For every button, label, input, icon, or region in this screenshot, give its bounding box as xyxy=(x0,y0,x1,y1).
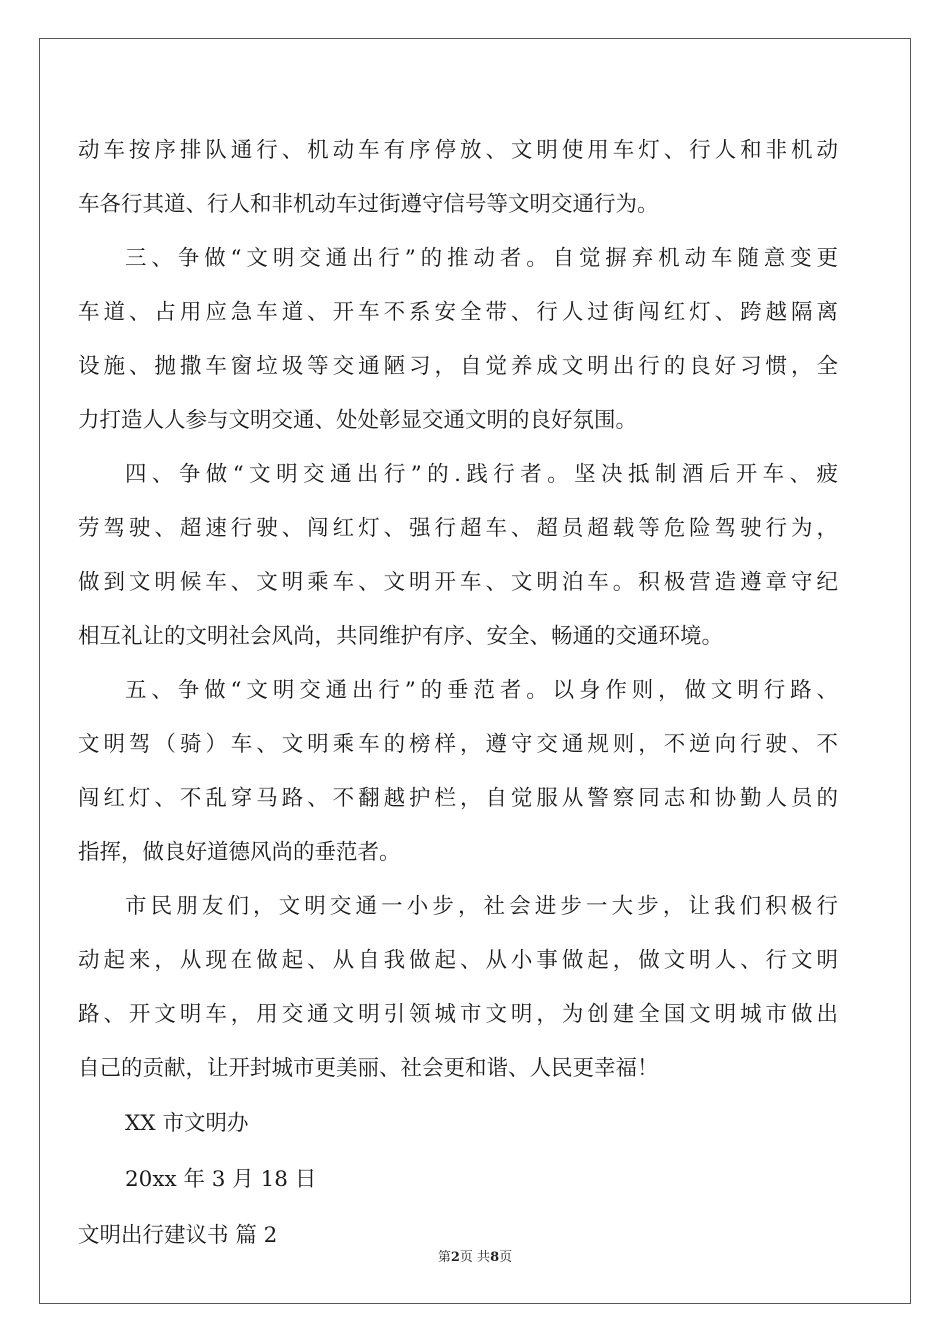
footer-page-current: 2 xyxy=(450,1250,460,1265)
paragraph-line: 相互礼让的文明社会风尚，共同维护有序、安全、畅通的交通环境。 xyxy=(78,624,724,649)
paragraph-line: 动起来，从现在做起、从自我做起、从小事做起，做文明人、行文明 xyxy=(78,948,838,973)
paragraph-line: 指挥，做良好道德风尚的垂范者。 xyxy=(78,840,401,865)
paragraph-line: 文明驾（骑）车、文明乘车的榜样，遵守交通规则，不逆向行驶、不 xyxy=(78,732,838,757)
paragraph-line: 四、争做“文明交通出行”的.践行者。坚决抵制酒后开车、疲 xyxy=(125,462,838,487)
signature-organization: XX 市文明办 xyxy=(125,1111,249,1136)
paragraph xyxy=(78,232,838,448)
signature-date: 20xx 年 3 月 18 日 xyxy=(125,1167,317,1192)
next-section-heading: 文明出行建议书 篇 2 xyxy=(78,1223,278,1248)
paragraph-line: 五、争做“文明交通出行”的垂范者。以身作则，做文明行路、 xyxy=(125,678,838,703)
footer-page-suffix: 页 xyxy=(499,1250,513,1265)
paragraph-line: 路、开文明车，用交通文明引领城市文明，为创建全国文明城市做出 xyxy=(78,1002,838,1027)
paragraph xyxy=(78,124,838,232)
page-footer xyxy=(0,1246,950,1265)
paragraph-line: 车道、占用应急车道、开车不系安全带、行人过街闯红灯、跨越隔离 xyxy=(78,300,838,325)
paragraph-line: 自己的贡献，让开封城市更美丽、社会更和谐、人民更幸福！ xyxy=(78,1056,659,1081)
paragraph-line: 闯红灯、不乱穿马路、不翻越护栏，自觉服从警察同志和协勤人员的 xyxy=(78,786,838,811)
paragraph-line: 动车按序排队通行、机动车有序停放、文明使用车灯、行人和非机动 xyxy=(78,138,838,163)
footer-page-total: 8 xyxy=(490,1250,500,1265)
paragraph xyxy=(78,664,838,880)
footer-page-mid: 页 共 xyxy=(459,1250,491,1265)
paragraph-line: 车各行其道、行人和非机动车过街遵守信号等文明交通行为。 xyxy=(78,192,659,217)
document-body xyxy=(78,124,838,1264)
paragraph-list xyxy=(78,124,838,1096)
paragraph-line: 做到文明候车、文明乘车、文明开车、文明泊车。积极营造遵章守纪 xyxy=(78,570,838,595)
paragraph xyxy=(78,880,838,1096)
paragraph-line: 力打造人人参与文明交通、处处彰显交通文明的良好氛围。 xyxy=(78,408,638,433)
footer-page-prefix: 第 xyxy=(437,1250,451,1265)
paragraph-line: 三、争做“文明交通出行”的推动者。自觉摒弃机动车随意变更 xyxy=(125,246,838,271)
paragraph-line: 劳驾驶、超速行驶、闯红灯、强行超车、超员超载等危险驾驶行为， xyxy=(78,516,838,541)
paragraph-line: 设施、抛撒车窗垃圾等交通陋习，自觉养成文明出行的良好习惯，全 xyxy=(78,354,838,379)
paragraph-line: 市民朋友们，文明交通一小步，社会进步一大步，让我们积极行 xyxy=(125,894,838,919)
paragraph xyxy=(78,448,838,664)
